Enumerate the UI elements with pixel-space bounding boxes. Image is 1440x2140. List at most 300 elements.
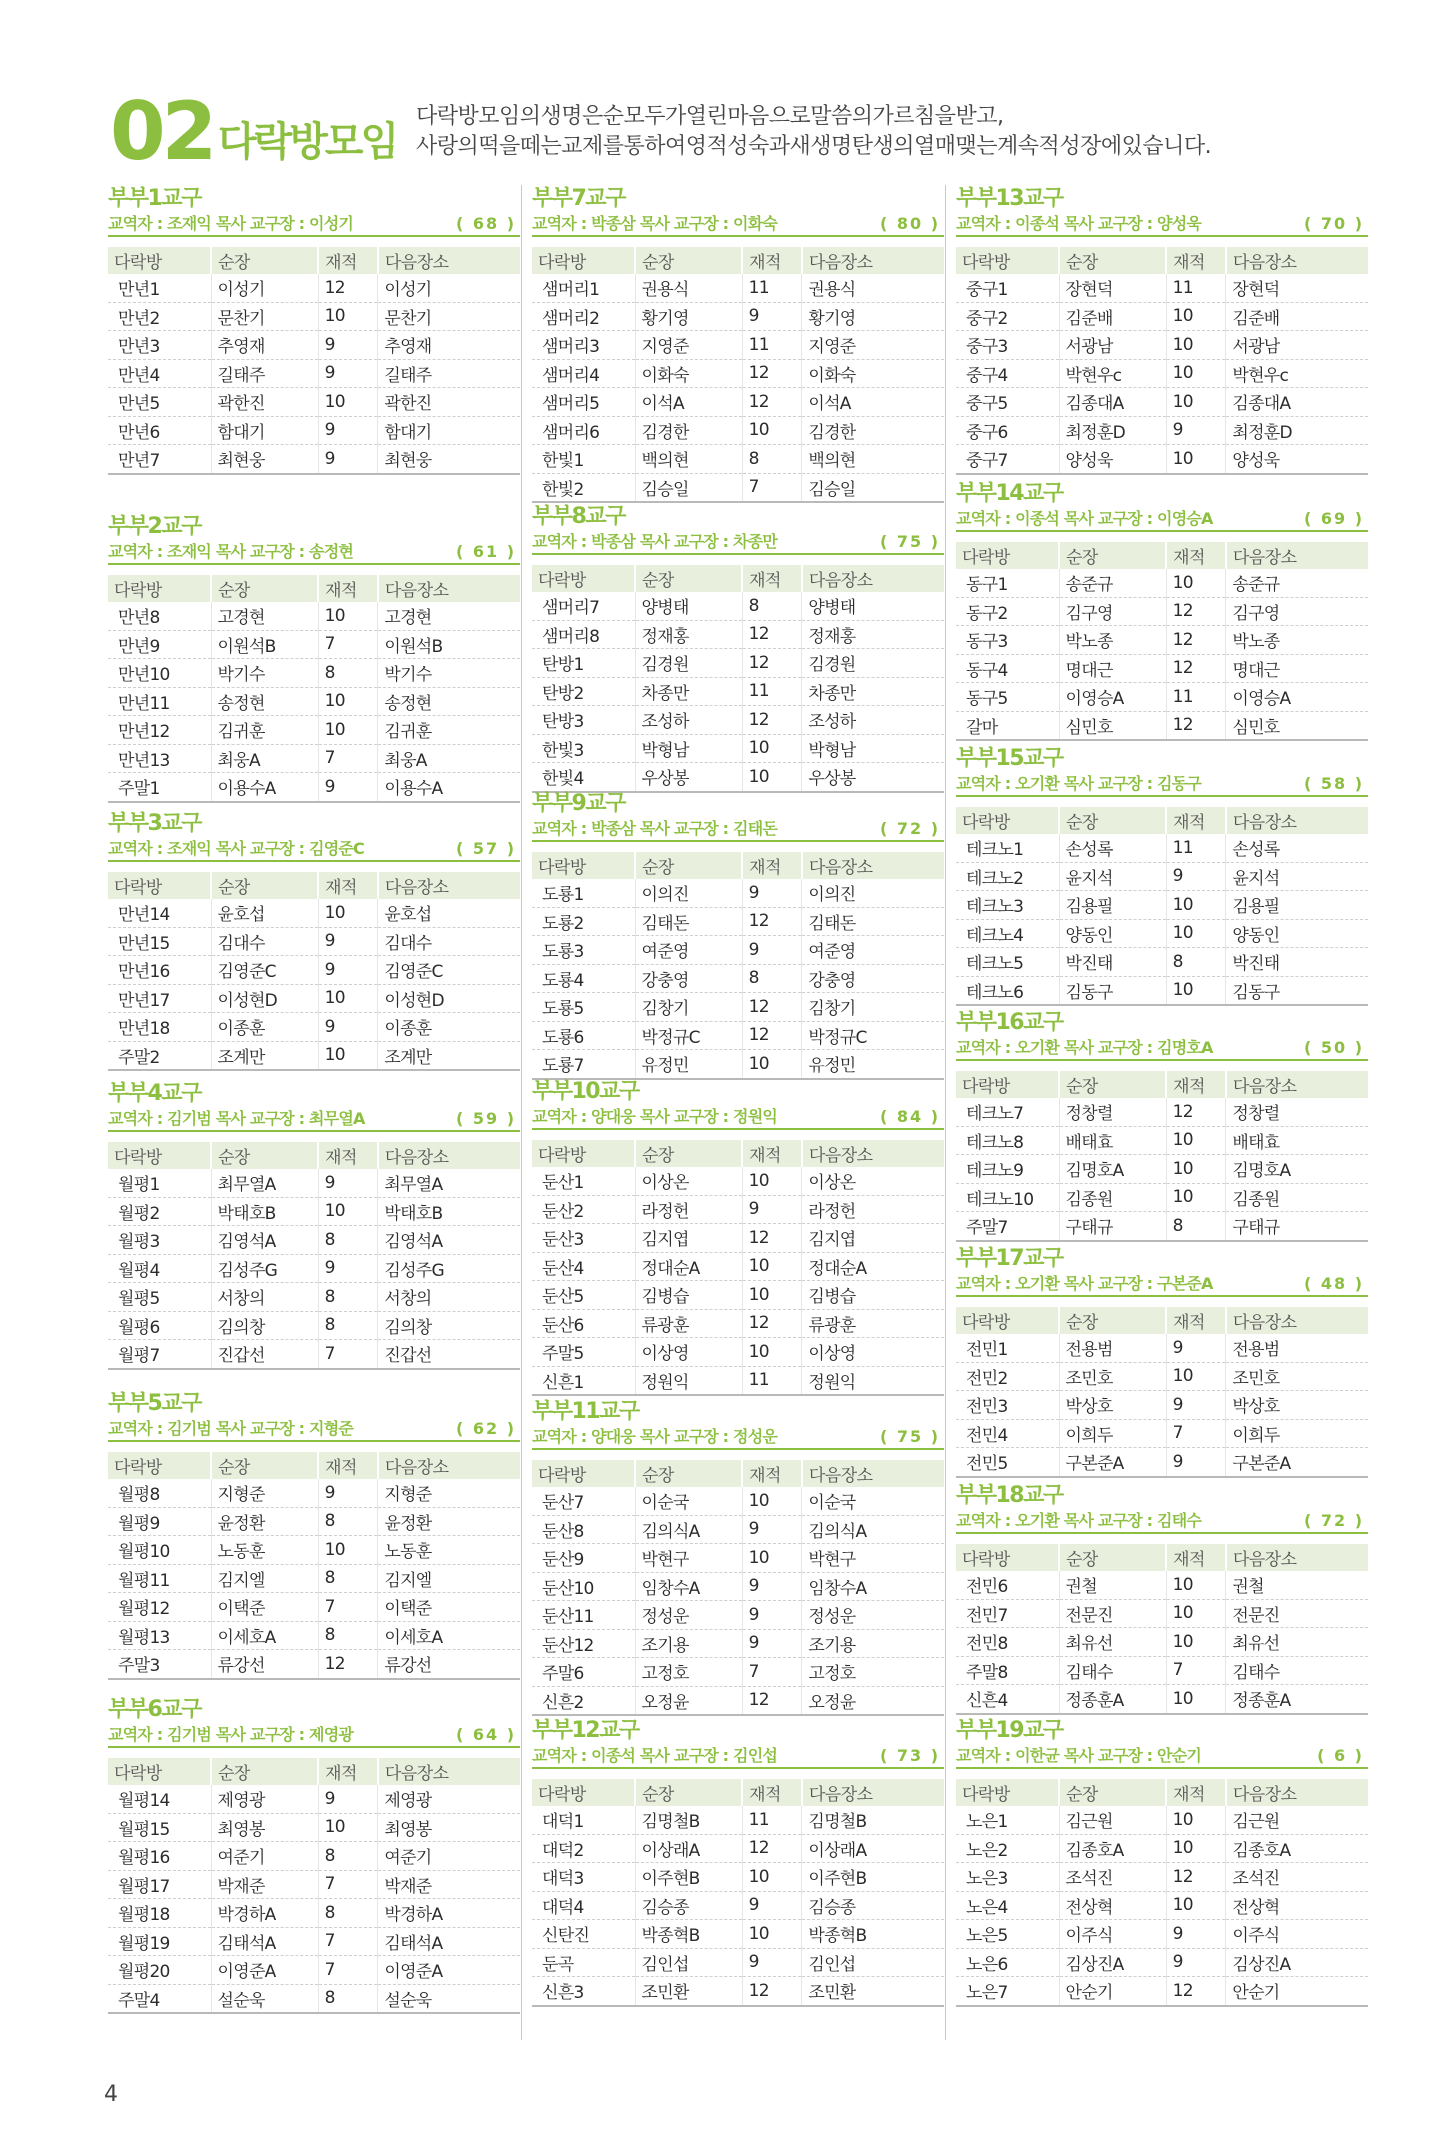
table-cell: 12 [742, 649, 802, 678]
district-title: 부부9교구 [532, 791, 625, 816]
table-cell: 양성욱 [1059, 445, 1166, 474]
table-cell: 노은5 [956, 1920, 1059, 1949]
column-header: 재적 [1166, 247, 1226, 274]
table-cell: 테크노1 [956, 834, 1059, 862]
table-cell: 9 [742, 936, 802, 965]
district-group [956, 1482, 1368, 1715]
column-header: 재적 [1166, 1544, 1226, 1571]
district-table [956, 1779, 1368, 2007]
table-cell: 이화숙 [635, 359, 742, 388]
table-cell: 강충영 [802, 964, 944, 993]
table-cell: 김경원 [635, 649, 742, 678]
table-cell: 박정규C [802, 1021, 944, 1050]
column-header: 순장 [635, 247, 742, 274]
column-header: 순장 [1059, 1544, 1166, 1571]
table-cell: 김상진A [1059, 1948, 1166, 1977]
page-header [110, 85, 1360, 178]
table-row [956, 1183, 1368, 1212]
table-cell: 여준기 [378, 1842, 520, 1871]
table-cell: 김지엘 [378, 1564, 520, 1593]
column-header: 순장 [1059, 1307, 1166, 1334]
table-cell: 9 [318, 331, 378, 360]
district-title: 부부7교구 [532, 186, 625, 211]
table-cell: 샘머리4 [532, 359, 635, 388]
table-row [956, 976, 1368, 1005]
table-cell: 류광훈 [635, 1309, 742, 1338]
table-cell: 송정현 [378, 687, 520, 716]
table-row [956, 359, 1368, 388]
district-group [956, 480, 1368, 741]
table-cell: 7 [318, 1956, 378, 1985]
table-cell: 이석A [635, 388, 742, 417]
district-table [108, 247, 520, 475]
table-row [532, 1515, 944, 1544]
table-cell: 월평15 [108, 1813, 211, 1842]
table-cell: 박경하A [211, 1899, 318, 1928]
table-cell: 노은2 [956, 1834, 1059, 1863]
district-meta [108, 213, 520, 237]
table-cell: 박기수 [211, 659, 318, 688]
column-header: 다음장소 [1226, 807, 1368, 834]
column-header: 다락방 [108, 872, 211, 899]
table-cell: 노은6 [956, 1948, 1059, 1977]
column-header: 다락방 [532, 1460, 635, 1487]
table-cell: 이의진 [802, 879, 944, 907]
table-cell: 9 [318, 1013, 378, 1042]
column-header: 다락방 [108, 575, 211, 602]
table-row [108, 445, 520, 474]
table-cell: 만년2 [108, 302, 211, 331]
table-cell: 9 [1166, 1948, 1226, 1977]
table-cell: 이용수A [211, 773, 318, 802]
column-header: 다락방 [532, 247, 635, 274]
column-header: 재적 [742, 1140, 802, 1167]
table-cell: 양병태 [635, 592, 742, 620]
table-cell: 심민호 [1226, 711, 1368, 740]
table-row [532, 907, 944, 936]
table-row [956, 331, 1368, 360]
column-header: 순장 [211, 872, 318, 899]
table-cell: 김의식A [802, 1515, 944, 1544]
table-cell: 김대수 [211, 927, 318, 956]
table-cell: 샘머리1 [532, 274, 635, 302]
table-row [532, 1366, 944, 1395]
column-header: 재적 [1166, 807, 1226, 834]
table-cell: 12 [742, 1834, 802, 1863]
table-cell: 9 [1166, 1448, 1226, 1477]
table-row [532, 763, 944, 792]
table-cell: 김종대A [1226, 388, 1368, 417]
table-cell: 한빛4 [532, 763, 635, 792]
table-cell: 이석A [802, 388, 944, 417]
table-cell: 김구영 [1059, 597, 1166, 626]
table-header-row [532, 1460, 944, 1487]
column-header: 재적 [742, 1460, 802, 1487]
column-divider [521, 185, 522, 2040]
table-cell: 이원석B [378, 630, 520, 659]
table-cell: 유정민 [802, 1050, 944, 1079]
table-cell: 12 [1166, 1863, 1226, 1892]
district-count: ( 58 ) [1303, 774, 1364, 793]
district-title: 부부12교구 [532, 1718, 639, 1743]
table-row [956, 569, 1368, 597]
table-cell: 김승일 [635, 473, 742, 502]
table-header-row [108, 575, 520, 602]
table-cell: 이용수A [378, 773, 520, 802]
table-row [108, 1340, 520, 1369]
table-cell: 9 [1166, 1920, 1226, 1949]
table-row [956, 1920, 1368, 1949]
table-cell: 김대수 [378, 927, 520, 956]
district-count: ( 57 ) [455, 839, 516, 858]
district-meta [956, 1745, 1368, 1769]
column-header: 다락방 [956, 247, 1059, 274]
table-row [956, 1391, 1368, 1420]
column-header: 순장 [635, 565, 742, 592]
table-cell: 지형준 [211, 1479, 318, 1507]
table-row [956, 1212, 1368, 1241]
table-row [532, 1309, 944, 1338]
table-cell: 여준영 [635, 936, 742, 965]
table-cell: 8 [318, 1842, 378, 1871]
table-cell: 곽한진 [378, 388, 520, 417]
table-cell: 9 [742, 1948, 802, 1977]
table-cell: 한빛1 [532, 445, 635, 474]
table-cell: 윤지석 [1226, 862, 1368, 891]
table-cell: 우상봉 [802, 763, 944, 792]
column-header: 재적 [1166, 1307, 1226, 1334]
table-cell: 갈마 [956, 711, 1059, 740]
table-cell: 최유선 [1059, 1628, 1166, 1657]
table-cell: 이상영 [635, 1338, 742, 1367]
table-cell: 만년8 [108, 602, 211, 630]
table-cell: 전상혁 [1059, 1891, 1166, 1920]
table-cell: 월평7 [108, 1340, 211, 1369]
table-row [956, 834, 1368, 862]
column-header: 다음장소 [378, 1142, 520, 1169]
column-header: 재적 [1166, 542, 1226, 569]
district-count: ( 70 ) [1303, 214, 1364, 233]
table-cell: 박경하A [378, 1899, 520, 1928]
table-row [532, 706, 944, 735]
table-cell: 도룡6 [532, 1021, 635, 1050]
table-cell: 곽한진 [211, 388, 318, 417]
table-cell: 10 [742, 1167, 802, 1195]
table-cell: 김종대A [1059, 388, 1166, 417]
table-cell: 여준기 [211, 1842, 318, 1871]
table-cell: 정재홍 [635, 620, 742, 649]
table-row [956, 302, 1368, 331]
table-cell: 8 [742, 445, 802, 474]
table-cell: 월평20 [108, 1956, 211, 1985]
table-cell: 월평2 [108, 1197, 211, 1226]
table-row [532, 1281, 944, 1310]
table-row [956, 1098, 1368, 1126]
district-table [532, 565, 944, 793]
table-cell: 이종훈 [211, 1013, 318, 1042]
table-cell: 11 [742, 331, 802, 360]
table-row [956, 654, 1368, 683]
district-group [956, 1009, 1368, 1242]
table-row [108, 331, 520, 360]
table-cell: 김승일 [802, 473, 944, 502]
table-cell: 조기용 [802, 1629, 944, 1658]
table-cell: 서광남 [1059, 331, 1166, 360]
table-cell: 이상영 [802, 1338, 944, 1367]
table-row [532, 964, 944, 993]
table-cell: 테크노3 [956, 891, 1059, 920]
table-cell: 김태석A [378, 1927, 520, 1956]
district-table [108, 1758, 520, 2014]
table-cell: 최웅A [211, 744, 318, 773]
table-cell: 만년1 [108, 274, 211, 302]
district-group [108, 513, 520, 803]
district-leaders: 교역자 : 이한균 목사 교구장 : 안순기 [956, 1746, 1202, 1765]
table-row [108, 1813, 520, 1842]
table-cell: 명대근 [1059, 654, 1166, 683]
district-title: 부부10교구 [532, 1079, 639, 1104]
table-cell: 장현덕 [1226, 274, 1368, 302]
table-cell: 12 [1166, 1098, 1226, 1126]
table-row [532, 473, 944, 502]
table-cell: 정대순A [802, 1252, 944, 1281]
table-cell: 도룡1 [532, 879, 635, 907]
table-cell: 이희두 [1226, 1419, 1368, 1448]
table-cell: 길태주 [378, 359, 520, 388]
table-cell: 10 [1166, 976, 1226, 1005]
table-cell: 김종원 [1059, 1183, 1166, 1212]
table-header-row [956, 807, 1368, 834]
table-cell: 만년13 [108, 744, 211, 773]
column-header: 다음장소 [1226, 1071, 1368, 1098]
table-cell: 월평18 [108, 1899, 211, 1928]
district-table [532, 1140, 944, 1396]
table-cell: 김지엽 [802, 1224, 944, 1253]
table-cell: 정성운 [802, 1601, 944, 1630]
table-row [108, 274, 520, 302]
table-cell: 만년10 [108, 659, 211, 688]
table-cell: 양동인 [1226, 919, 1368, 948]
district-table [956, 247, 1368, 475]
table-cell: 조석진 [1059, 1863, 1166, 1892]
table-row [956, 891, 1368, 920]
table-cell: 9 [318, 416, 378, 445]
table-cell: 제영광 [211, 1785, 318, 1813]
district-title: 부부3교구 [108, 811, 201, 836]
table-cell: 서광남 [1226, 331, 1368, 360]
table-cell: 12 [1166, 626, 1226, 655]
table-cell: 박재준 [211, 1870, 318, 1899]
column-header: 다락방 [956, 542, 1059, 569]
table-cell: 중구7 [956, 445, 1059, 474]
table-row [532, 1050, 944, 1079]
district-leaders: 교역자 : 오기환 목사 교구장 : 김명호A [956, 1038, 1213, 1057]
table-cell: 조계만 [378, 1041, 520, 1070]
table-cell: 10 [742, 1487, 802, 1515]
district-leaders: 교역자 : 이종석 목사 교구장 : 김인섭 [532, 1746, 778, 1765]
table-cell: 9 [742, 1515, 802, 1544]
table-cell: 최무열A [211, 1169, 318, 1197]
table-cell: 샘머리3 [532, 331, 635, 360]
table-cell: 김성주G [211, 1254, 318, 1283]
table-cell: 김경한 [802, 416, 944, 445]
table-row [956, 1685, 1368, 1714]
district-leaders: 교역자 : 이종석 목사 교구장 : 양성욱 [956, 214, 1202, 233]
table-cell: 9 [742, 1572, 802, 1601]
table-cell: 배태효 [1226, 1126, 1368, 1155]
table-cell: 양병태 [802, 592, 944, 620]
district-leaders: 교역자 : 양대웅 목사 교구장 : 정원익 [532, 1107, 778, 1126]
table-cell: 대덕4 [532, 1891, 635, 1920]
table-cell: 김명호A [1059, 1155, 1166, 1184]
table-row [108, 1507, 520, 1536]
table-row [532, 1658, 944, 1687]
table-cell: 월평12 [108, 1593, 211, 1622]
table-cell: 최현웅 [378, 445, 520, 474]
table-cell: 김태돈 [635, 907, 742, 936]
table-cell: 둔산2 [532, 1195, 635, 1224]
table-cell: 10 [318, 1813, 378, 1842]
table-cell: 주말4 [108, 1984, 211, 2013]
table-row [532, 1891, 944, 1920]
table-cell: 이주현B [802, 1863, 944, 1892]
table-cell: 만년14 [108, 899, 211, 927]
column-header: 재적 [318, 1142, 378, 1169]
table-row [108, 1621, 520, 1650]
table-cell: 이상온 [802, 1167, 944, 1195]
district-group [532, 790, 944, 1080]
table-cell: 김영준C [211, 956, 318, 985]
table-row [108, 1870, 520, 1899]
table-cell: 탄방2 [532, 677, 635, 706]
table-cell: 8 [318, 659, 378, 688]
table-cell: 대덕3 [532, 1863, 635, 1892]
table-cell: 이영승A [1226, 683, 1368, 712]
table-cell: 김귀훈 [378, 716, 520, 745]
table-cell: 한빛3 [532, 734, 635, 763]
table-cell: 김종원 [1226, 1183, 1368, 1212]
table-cell: 탄방3 [532, 706, 635, 735]
table-cell: 주말5 [532, 1338, 635, 1367]
district-table [532, 1460, 944, 1716]
table-cell: 김병습 [635, 1281, 742, 1310]
district-count: ( 73 ) [879, 1746, 940, 1765]
table-cell: 김성주G [378, 1254, 520, 1283]
table-cell: 김지엘 [211, 1564, 318, 1593]
section-intro [416, 102, 1211, 162]
district-group [108, 1696, 520, 2014]
table-row [956, 1571, 1368, 1599]
table-cell: 중구5 [956, 388, 1059, 417]
table-cell: 8 [318, 1564, 378, 1593]
table-cell: 9 [742, 1891, 802, 1920]
table-cell: 설순욱 [378, 1984, 520, 2013]
table-cell: 신흔2 [532, 1686, 635, 1715]
table-cell: 박정규C [635, 1021, 742, 1050]
table-row [532, 1338, 944, 1367]
column-header: 다음장소 [802, 1460, 944, 1487]
district-title: 부부8교구 [532, 504, 625, 529]
column-header: 다음장소 [378, 1452, 520, 1479]
table-cell: 7 [318, 1927, 378, 1956]
column-header: 순장 [1059, 807, 1166, 834]
table-row [108, 630, 520, 659]
table-cell: 김의식A [635, 1515, 742, 1544]
district-table [956, 1307, 1368, 1478]
district-leaders: 교역자 : 조재익 목사 교구장 : 김영준C [108, 839, 364, 858]
district-meta [956, 1273, 1368, 1297]
table-cell: 이종훈 [378, 1013, 520, 1042]
table-cell: 월평9 [108, 1507, 211, 1536]
table-cell: 8 [1166, 948, 1226, 977]
column-header: 다음장소 [378, 575, 520, 602]
table-cell: 둔산12 [532, 1629, 635, 1658]
table-cell: 구본준A [1059, 1448, 1166, 1477]
table-cell: 월평10 [108, 1536, 211, 1565]
district-count: ( 84 ) [879, 1107, 940, 1126]
table-cell: 동구5 [956, 683, 1059, 712]
column-header: 재적 [318, 872, 378, 899]
district-leaders: 교역자 : 김기범 목사 교구장 : 지형준 [108, 1419, 354, 1438]
table-cell: 진갑선 [378, 1340, 520, 1369]
table-cell: 중구4 [956, 359, 1059, 388]
district-leaders: 교역자 : 박종삼 목사 교구장 : 차종만 [532, 532, 778, 551]
table-cell: 김지엽 [635, 1224, 742, 1253]
district-title: 부부1교구 [108, 186, 201, 211]
table-cell: 구태규 [1226, 1212, 1368, 1241]
table-row [956, 1806, 1368, 1834]
table-cell: 김준배 [1059, 302, 1166, 331]
table-cell: 12 [742, 359, 802, 388]
table-cell: 서창의 [378, 1283, 520, 1312]
table-row [108, 359, 520, 388]
column-header: 재적 [742, 247, 802, 274]
table-cell: 정원익 [802, 1366, 944, 1395]
table-cell: 도룡7 [532, 1050, 635, 1079]
table-cell: 신탄진 [532, 1920, 635, 1949]
table-cell: 9 [318, 1254, 378, 1283]
table-cell: 최정훈D [1226, 416, 1368, 445]
table-row [108, 659, 520, 688]
table-row [532, 331, 944, 360]
district-count: ( 72 ) [1303, 1511, 1364, 1530]
table-cell: 권용식 [802, 274, 944, 302]
table-cell: 황기영 [635, 302, 742, 331]
column-header: 다음장소 [1226, 1307, 1368, 1334]
table-row [956, 1977, 1368, 2006]
table-cell: 안순기 [1059, 1977, 1166, 2006]
table-cell: 김승종 [635, 1891, 742, 1920]
table-cell: 탄방1 [532, 649, 635, 678]
table-cell: 8 [318, 1621, 378, 1650]
table-cell: 11 [742, 274, 802, 302]
table-row [532, 1977, 944, 2006]
table-cell: 박노종 [1226, 626, 1368, 655]
table-cell: 조기용 [635, 1629, 742, 1658]
table-cell: 박상호 [1059, 1391, 1166, 1420]
table-cell: 김근원 [1059, 1806, 1166, 1834]
table-cell: 8 [318, 1507, 378, 1536]
table-cell: 만년18 [108, 1013, 211, 1042]
table-cell: 임창수A [802, 1572, 944, 1601]
table-cell: 이세호A [378, 1621, 520, 1650]
table-cell: 만년4 [108, 359, 211, 388]
district-meta [108, 1418, 520, 1442]
table-cell: 테크노2 [956, 862, 1059, 891]
table-row [532, 734, 944, 763]
table-cell: 8 [1166, 1212, 1226, 1241]
table-cell: 김인섭 [802, 1948, 944, 1977]
